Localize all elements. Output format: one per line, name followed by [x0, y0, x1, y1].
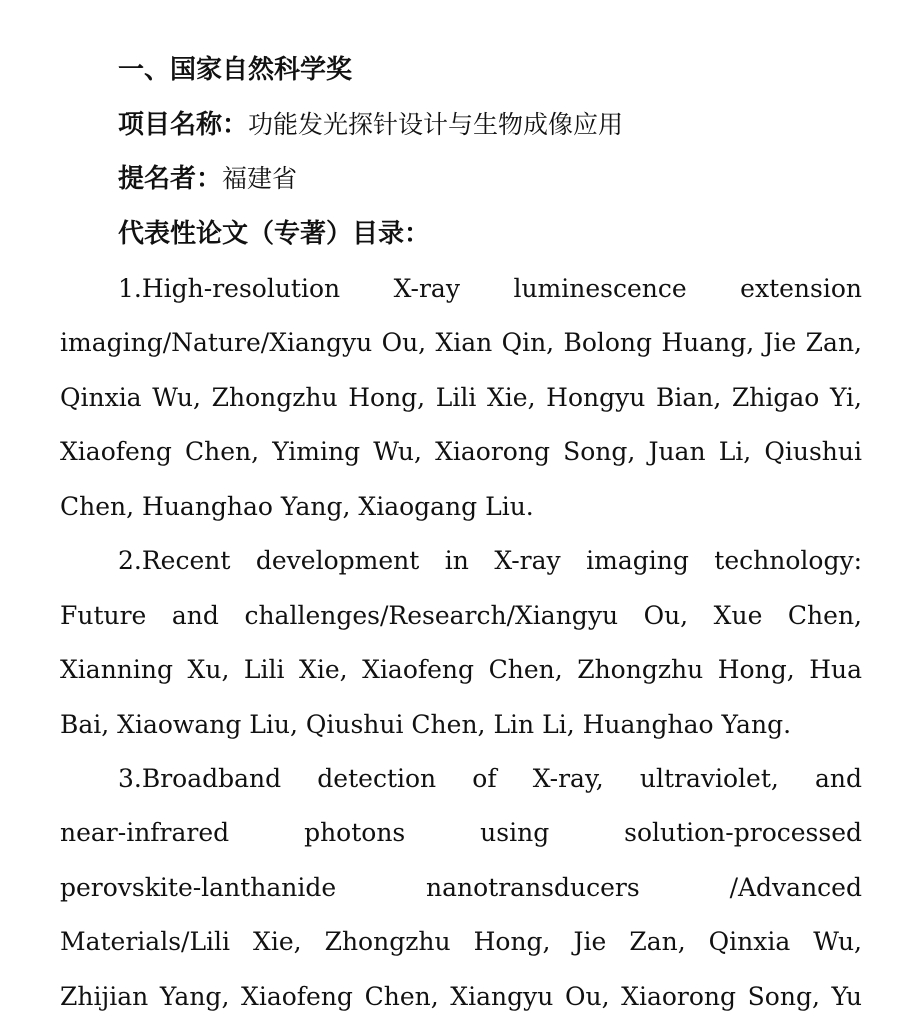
nominator-row	[118, 161, 297, 197]
paper-line: Zhijian Yang, Xiaofeng Chen, Xiangyu Ou, Xiaorong Song, Yu	[60, 982, 862, 1011]
paper-line: near-infrared photons using solution-processed	[60, 818, 862, 847]
project-name-label: 项目名称：	[118, 110, 249, 140]
nominator-value: 福建省	[222, 164, 298, 193]
paper-line: Xianning Xu, Lili Xie, Xiaofeng Chen, Zhongzhu Hong, Hua	[60, 655, 862, 684]
paper-line: Qinxia Wu, Zhongzhu Hong, Lili Xie, Hongyu Bian, Zhigao Yi,	[60, 383, 862, 412]
paper-line: 1.High-resolution X-ray luminescence extension	[118, 274, 862, 303]
paper-line: 2.Recent development in X-ray imaging technology:	[118, 546, 862, 575]
paper-line: 3.Broadband detection of X-ray, ultraviolet, and	[118, 764, 862, 793]
paper-line: Xiaofeng Chen, Yiming Wu, Xiaorong Song, Juan Li, Qiushui	[60, 437, 862, 466]
paper-line: Future and challenges/Research/Xiangyu Ou, Xue Chen,	[60, 601, 862, 630]
project-name-value: 功能发光探针设计与生物成像应用	[248, 110, 624, 139]
paper-line: Materials/Lili Xie, Zhongzhu Hong, Jie Zan, Qinxia Wu,	[60, 927, 862, 956]
paper-line: Bai, Xiaowang Liu, Qiushui Chen, Lin Li, Huanghao Yang.	[60, 710, 792, 739]
paper-line: Chen, Huanghao Yang, Xiaogang Liu.	[60, 492, 534, 521]
award-title: 一、国家自然科学奖	[118, 55, 353, 85]
paper-line: imaging/Nature/Xiangyu Ou, Xian Qin, Bolong Huang, Jie Zan,	[60, 328, 862, 357]
papers-heading: 代表性论文（专著）目录：	[118, 219, 431, 249]
paper-line: perovskite-lanthanide nanotransducers /Advanced	[60, 873, 862, 902]
project-name-row	[118, 107, 623, 143]
nominator-label: 提名者：	[118, 164, 223, 194]
